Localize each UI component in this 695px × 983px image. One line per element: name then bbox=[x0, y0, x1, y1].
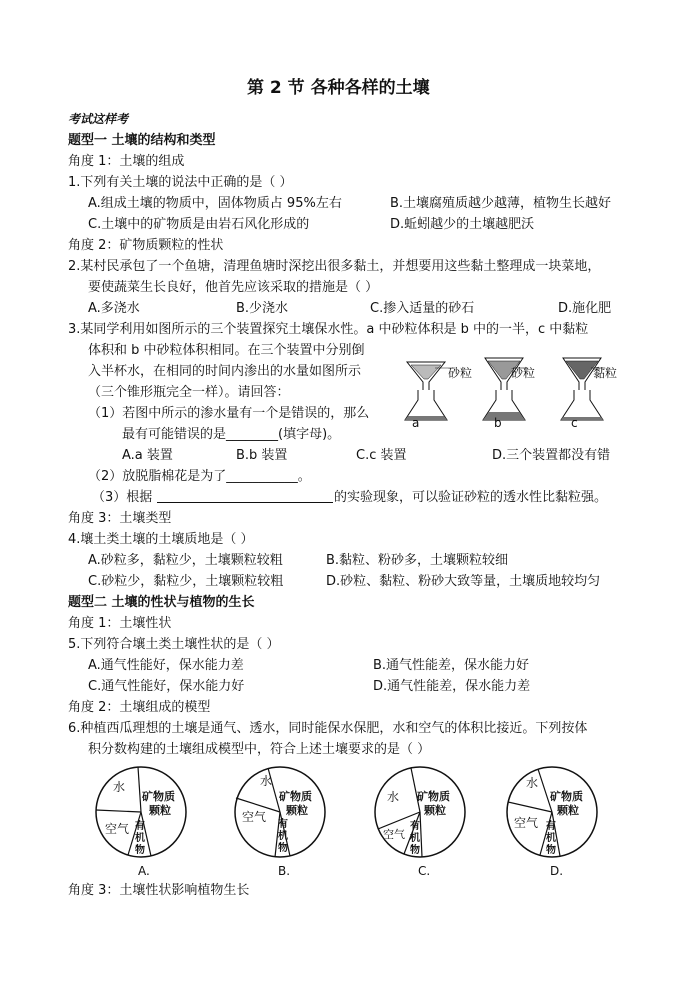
angle-heading: 角度 2：矿物质颗粒的性状 bbox=[68, 238, 224, 253]
pie-model-a bbox=[91, 762, 191, 880]
question-2-line-2: 要使蔬菜生长良好，他首先应该采取的措施是（ ） bbox=[88, 280, 379, 295]
pie-c-mineral-2: 颗粒 bbox=[424, 804, 446, 817]
question-3-line-2: 体积和 b 中砂粒体积相同。在三个装置中分别倒 bbox=[88, 343, 365, 358]
page-title: 第 2 节 各种各样的土壤 bbox=[247, 78, 430, 98]
pie-d-organic-3: 物 bbox=[546, 845, 556, 856]
fig-label-c: c bbox=[571, 416, 578, 430]
pie-a-organic-3: 物 bbox=[135, 845, 145, 856]
pie-model-c bbox=[370, 762, 470, 880]
fig-label-sand-b: 砂粒 bbox=[511, 366, 536, 380]
fig-label-b: b bbox=[494, 416, 502, 430]
q3-sub-3a: （3）根据 bbox=[92, 490, 153, 505]
fig-label-clay-c: 黏粒 bbox=[593, 366, 618, 380]
pie-a-air: 空气 bbox=[105, 822, 130, 836]
pie-d-water: 水 bbox=[526, 776, 539, 790]
q5-option-c: C.通气性能好，保水能力好 bbox=[88, 679, 245, 694]
q3-option-c: C.c 装置 bbox=[356, 448, 407, 463]
q4-option-a: A.砂粒多，黏粒少，土壤颗粒较粗 bbox=[88, 553, 283, 568]
section-type-2: 题型二 土壤的性状与植物的生长 bbox=[68, 595, 255, 610]
q3-option-d: D.三个装置都没有错 bbox=[492, 448, 611, 463]
pie-b-organic-2: 机 bbox=[278, 831, 288, 842]
pie-a-organic-2: 机 bbox=[135, 833, 145, 844]
angle-heading: 角度 3：土壤性状影响植物生长 bbox=[68, 883, 250, 898]
question-2-line-1: 2.某村民承包了一个鱼塘，清理鱼塘时深挖出很多黏土，并想要用这些黏土整理成一块菜地， bbox=[68, 259, 601, 274]
pie-b-water: 水 bbox=[260, 774, 273, 788]
pie-c-mineral-1: 矿物质 bbox=[417, 790, 450, 803]
question-6-line-1: 6.种植西瓜理想的土壤是通气、透水，同时能保水保肥，水和空气的体积比接近。下列按体 bbox=[68, 721, 588, 736]
q3-blank-line bbox=[157, 502, 333, 503]
pie-b-mineral-1: 矿物质 bbox=[279, 790, 312, 803]
pie-a-mineral-2: 颗粒 bbox=[149, 804, 171, 817]
pie-c-air: 空气 bbox=[383, 828, 405, 841]
q1-option-a: A.组成土壤的物质中，固体物质占 95%左右 bbox=[88, 196, 342, 211]
question-6-line-2: 积分数构建的土壤组成模型中，符合上述土壤要求的是（ ） bbox=[88, 742, 431, 757]
pie-b-organic-1: 有 bbox=[278, 819, 288, 830]
q5-option-a: A.通气性能好，保水能力差 bbox=[88, 658, 244, 673]
pie-b-mineral-2: 颗粒 bbox=[286, 804, 308, 817]
question-3-line-1: 3.某同学利用如图所示的三个装置探究土壤保水性。a 中砂粒体积是 b 中的一半，c 中黏粒 bbox=[68, 322, 589, 337]
pie-d-organic-2: 机 bbox=[546, 833, 556, 844]
question-4-stem: 4.壤土类土壤的土壤质地是（ ） bbox=[68, 532, 254, 547]
pie-d-air: 空气 bbox=[514, 816, 539, 830]
angle-heading: 角度 1：土壤的组成 bbox=[68, 154, 185, 169]
pie-d-mineral-2: 颗粒 bbox=[557, 804, 579, 817]
q2-option-b: B.少浇水 bbox=[236, 301, 289, 316]
pie-b-label: B. bbox=[278, 864, 291, 878]
exam-header: 考试这样考 bbox=[68, 112, 129, 126]
pie-a-mineral-1: 矿物质 bbox=[142, 790, 175, 803]
angle-heading: 角度 3：土壤类型 bbox=[68, 511, 172, 526]
question-3-line-3: 入半杯水，在相同的时间内渗出的水量如图所示 bbox=[88, 364, 362, 379]
angle-heading: 角度 2：土壤组成的模型 bbox=[68, 700, 211, 715]
pie-a-label: A. bbox=[138, 864, 150, 878]
pie-c-organic-2: 机 bbox=[410, 833, 420, 844]
q1-option-b: B.土壤腐殖质越少越薄，植物生长越好 bbox=[390, 196, 612, 211]
angle-heading: 角度 1：土壤性状 bbox=[68, 616, 172, 631]
fig-label-a: a bbox=[412, 416, 420, 430]
q5-option-b: B.通气性能差，保水能力好 bbox=[373, 658, 530, 673]
section-type-1: 题型一 土壤的结构和类型 bbox=[68, 133, 216, 148]
pie-c-water: 水 bbox=[387, 790, 400, 804]
pie-d-label: D. bbox=[550, 864, 564, 878]
q5-option-d: D.通气性能差，保水能力差 bbox=[373, 679, 531, 694]
pie-c-graphic bbox=[370, 762, 470, 862]
q2-option-d: D.施化肥 bbox=[558, 301, 612, 316]
pie-b-organic-3: 物 bbox=[278, 843, 288, 854]
q4-option-c: C.砂粒少，黏粒少，土壤颗粒较粗 bbox=[88, 574, 284, 589]
q2-option-c: C.掺入适量的砂石 bbox=[370, 301, 475, 316]
q3-sub-3b: 的实验现象，可以验证砂粒的透水性比黏粒强。 bbox=[334, 490, 608, 505]
pie-a-organic-1: 有 bbox=[135, 821, 145, 832]
pie-model-d bbox=[502, 762, 602, 880]
q3-option-b: B.b 装置 bbox=[236, 448, 288, 463]
pie-a-water: 水 bbox=[113, 780, 126, 794]
q3-option-a: A.a 装置 bbox=[122, 448, 173, 463]
pie-model-b bbox=[230, 762, 330, 880]
pie-c-organic-3: 物 bbox=[410, 845, 420, 856]
q4-option-d: D.砂粒、黏粒、粉砂大致等量，土壤质地较均匀 bbox=[326, 574, 601, 589]
pie-c-organic-1: 有 bbox=[410, 821, 420, 832]
q1-option-d: D.蚯蚓越少的土壤越肥沃 bbox=[390, 217, 535, 232]
pie-c-label: C. bbox=[418, 864, 431, 878]
pie-d-mineral-1: 矿物质 bbox=[550, 790, 583, 803]
q2-option-a: A.多浇水 bbox=[88, 301, 140, 316]
question-5-stem: 5.下列符合壤土类土壤性状的是（ ） bbox=[68, 637, 280, 652]
q1-option-c: C.土壤中的矿物质是由岩石风化形成的 bbox=[88, 217, 310, 232]
fig-label-sand-a: 砂粒 bbox=[448, 366, 473, 380]
question-1-stem: 1.下列有关土壤的说法中正确的是（ ） bbox=[68, 175, 293, 190]
q3-sub-1: （1）若图中所示的渗水量有一个是错误的，那么 bbox=[88, 406, 370, 421]
q4-option-b: B.黏粒、粉砂多，土壤颗粒较细 bbox=[326, 553, 509, 568]
pie-d-organic-1: 有 bbox=[546, 821, 556, 832]
question-3-line-4: （三个锥形瓶完全一样）。请回答： bbox=[88, 385, 290, 400]
q3-sub-1b: 最有可能错误的是________(填字母)。 bbox=[122, 427, 341, 442]
q3-sub-2: （2）放脱脂棉花是为了___________。 bbox=[88, 469, 311, 484]
pie-b-air: 空气 bbox=[242, 810, 267, 824]
